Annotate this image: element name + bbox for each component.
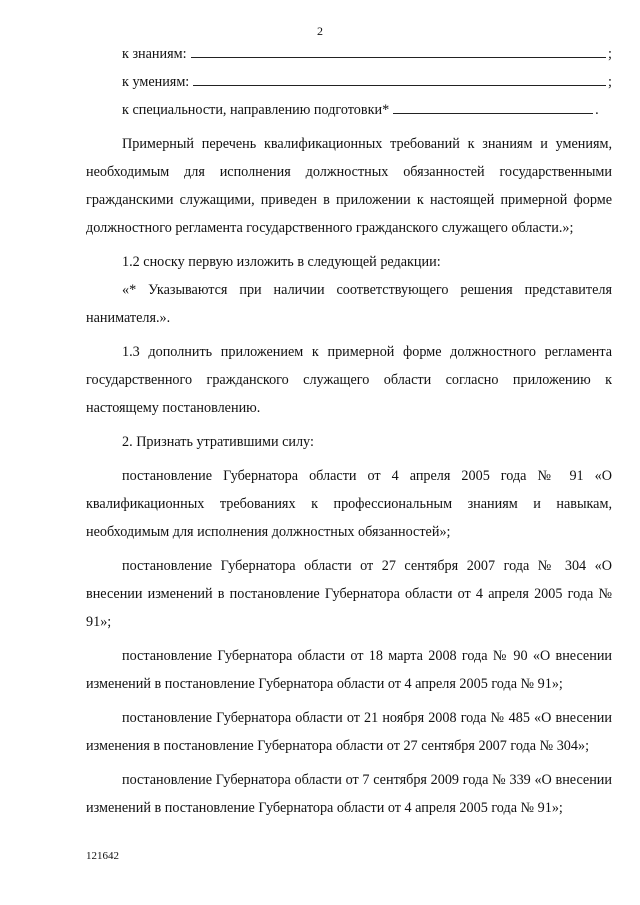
requirement-end: . — [595, 102, 599, 118]
paragraph-qualification-list: Примерный перечень квалификационных требований к знаниям и умениям, необходимым для исполнения должностных обязанностей государственными гражданскими служащими, приведен в приложении к настоящей примерной форме должностного регламента государственного гражданского служащего области.»; — [86, 136, 612, 236]
requirement-label: к умениям: — [122, 74, 190, 90]
fill-in-line — [193, 70, 606, 86]
requirement-label: к специальности, направлению подготовки* — [122, 102, 390, 118]
paragraph-item-1-2: 1.2 сноску первую изложить в следующей редакции: — [122, 254, 441, 270]
page-number: 2 — [317, 24, 323, 38]
requirement-label: к знаниям: — [122, 46, 187, 62]
requirement-specialty — [86, 96, 612, 124]
fill-in-line — [393, 98, 593, 114]
paragraph-repealed-2005: постановление Губернатора области от 4 апреля 2005 года № 91 «О квалификационных требованиях к профессиональным знаниям и навыкам, необходимым для исполнения должностных обязанностей»; — [86, 468, 612, 540]
paragraph-repealed-2008-november: постановление Губернатора области от 21 ноября 2008 года № 485 «О внесении изменения в постановление Губернатора области от 27 сентября 2007 года № 304»; — [86, 710, 612, 754]
requirement-end: ; — [608, 74, 612, 90]
paragraph-footnote-text: «* Указываются при наличии соответствующего решения представителя нанимателя.». — [86, 282, 612, 326]
fill-in-line — [191, 42, 606, 58]
paragraph-repealed-2008-march: постановление Губернатора области от 18 марта 2008 года № 90 «О внесении изменений в постановление Губернатора области от 4 апреля 2005 года № 91»; — [86, 648, 612, 692]
paragraph-item-2: 2. Признать утратившими силу: — [122, 434, 314, 450]
paragraph-item-1-3: 1.3 дополнить приложением к примерной форме должностного регламента государственного гражданского служащего области согласно приложению к настоящему постановлению. — [86, 344, 612, 416]
paragraph-repealed-2009: постановление Губернатора области от 7 сентября 2009 года № 339 «О внесении изменений в постановление Губернатора области от 4 апреля 2005 года № 91»; — [86, 772, 612, 816]
requirement-knowledge — [86, 40, 612, 68]
document-code: 121642 — [86, 850, 119, 862]
paragraph-repealed-2007: постановление Губернатора области от 27 сентября 2007 года № 304 «О внесении изменений в постановление Губернатора области от 4 апреля 2005 года № 91»; — [86, 558, 612, 630]
requirement-end: ; — [608, 46, 612, 62]
document-body — [86, 40, 612, 822]
requirement-skills — [86, 68, 612, 96]
